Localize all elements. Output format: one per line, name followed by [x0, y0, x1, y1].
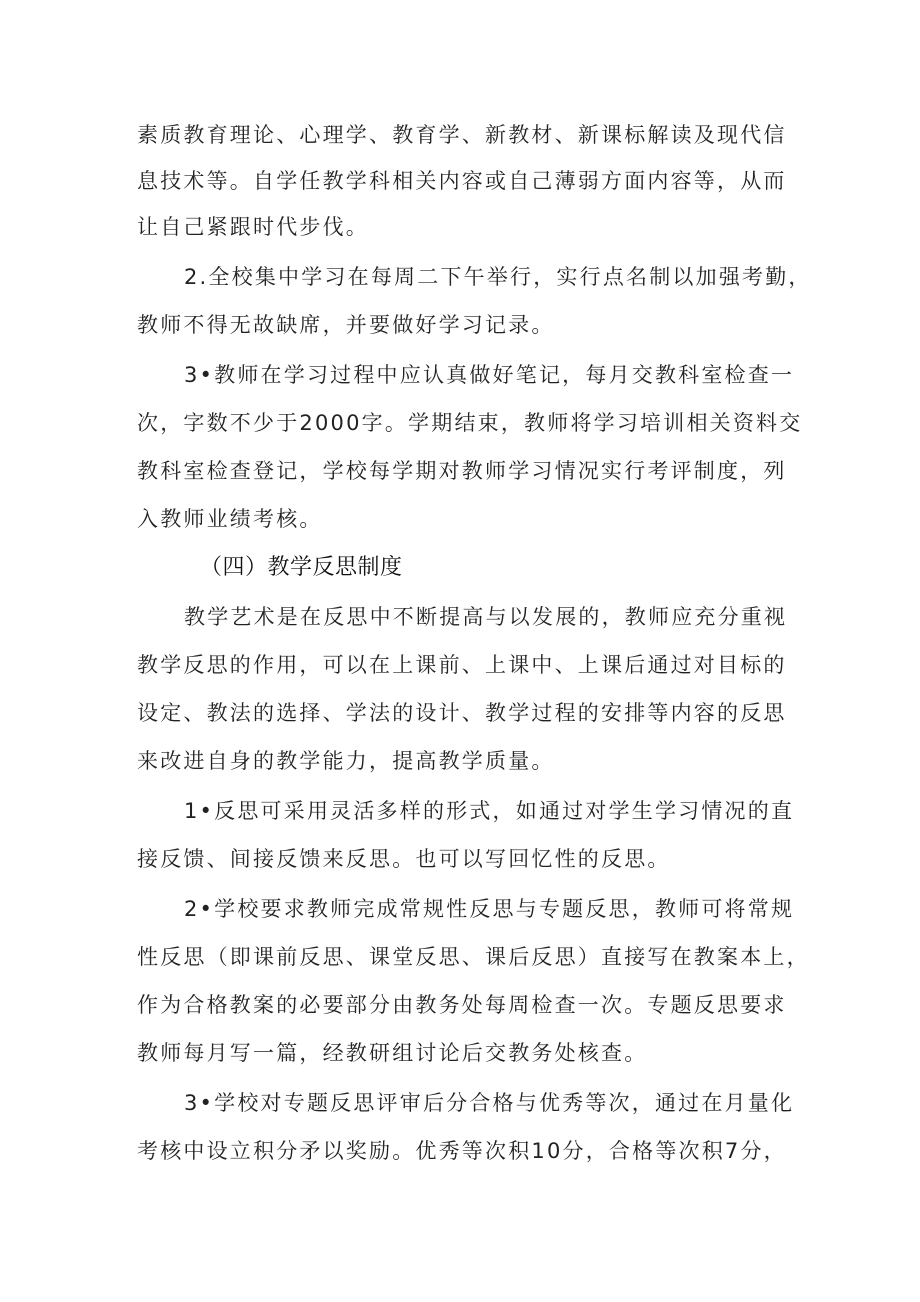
text-line: 性反思（即课前反思、课堂反思、课后反思）直接写在教案本上， [137, 945, 810, 969]
section-heading: （四）教学反思制度 [200, 555, 403, 580]
text-line: 考核中设立积分矛以奖励。优秀等次积10分，合格等次积7分， [137, 1139, 787, 1163]
text-line: 接反馈、间接反馈来反思。也可以写回忆性的反思。 [137, 847, 671, 871]
text-line: 息技术等。自学任教学科相关内容或自己薄弱方面内容等，从而 [137, 169, 787, 193]
text-line: 入教师业绩考核。 [137, 507, 323, 531]
text-line: 2.全校集中学习在每周二下午举行，实行点名制以加强考勤， [184, 265, 812, 289]
text-line: 1•反思可采用灵活多样的形式，如通过对学生学习情况的直 [184, 799, 795, 823]
text-line: 设定、教法的选择、学法的设计、教学过程的安排等内容的反思 [137, 701, 787, 725]
text-line: 让自己紧跟时代步伐。 [137, 215, 369, 239]
text-line: 3•教师在学习过程中应认真做好笔记，每月交教科室检查一 [184, 363, 795, 387]
text-line: 素质教育理论、心理学、教育学、新教材、新课标解读及现代信 [137, 123, 787, 147]
text-line: 教师不得无故缺席，并要做好学习记录。 [137, 313, 555, 337]
text-line: 来改进自身的教学能力，提高教学质量。 [137, 749, 555, 773]
text-line: 2•学校要求教师完成常规性反思与专题反思，教师可将常规 [184, 897, 795, 921]
text-line: 教师每月写一篇，经教研组讨论后交教务处核查。 [137, 1041, 648, 1065]
text-line: 教学反思的作用，可以在上课前、上课中、上课后通过对目标的 [137, 653, 787, 677]
text-line: 3•学校对专题反思评审后分合格与优秀等次，通过在月量化 [184, 1091, 795, 1115]
text-line: 次，字数不少于2000字。学期结束，教师将学习培训相关资料交 [137, 411, 803, 435]
text-line: 作为合格教案的必要部分由教务处每周检查一次。专题反思要求 [137, 993, 787, 1017]
text-line: 教科室检查登记，学校每学期对教师学习情况实行考评制度，列 [137, 459, 787, 483]
text-line: 教学艺术是在反思中不断提高与以发展的，教师应充分重视 [184, 605, 788, 629]
